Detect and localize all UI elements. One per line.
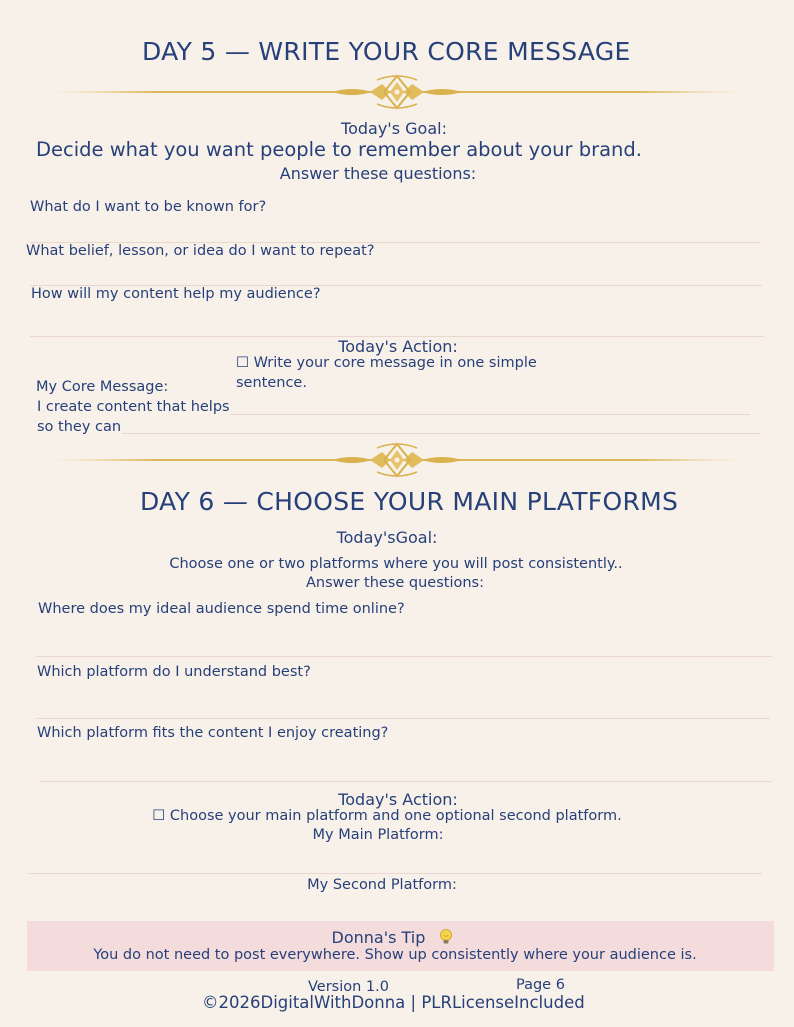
- day5-answer-prompt: Answer these questions:: [279, 164, 477, 183]
- footer-page-number: Page 6: [516, 977, 565, 993]
- day5-action-line2: sentence.: [236, 375, 307, 391]
- core-message-label: My Core Message:: [36, 379, 169, 395]
- tip-text: You do not need to post everywhere. Show up consistently where your audience is.: [93, 947, 697, 963]
- day6-answer-prompt: Answer these questions:: [306, 575, 484, 591]
- day6-question-3: Which platform fits the content I enjoy creating?: [37, 725, 389, 741]
- day6-goal-text: Choose one or two platforms where you will post consistently..: [169, 556, 623, 572]
- core-message-blank-2[interactable]: [122, 433, 760, 434]
- day5-question-1: What do I want to be known for?: [30, 199, 267, 215]
- day5-action-label: Today's Action:: [338, 337, 458, 356]
- footer-version: Version 1.0: [308, 979, 389, 995]
- main-platform-blank[interactable]: [28, 873, 762, 874]
- day5-goal-text: Decide what you want people to remember about your brand.: [36, 138, 642, 161]
- answer-line[interactable]: [36, 718, 770, 719]
- answer-line[interactable]: [40, 781, 772, 782]
- second-platform-label: My Second Platform:: [307, 877, 457, 893]
- day6-action-text: ☐ Choose your main platform and one optional second platform.: [152, 808, 622, 824]
- day6-question-2: Which platform do I understand best?: [37, 664, 311, 680]
- day6-goal-label: Today'sGoal:: [336, 528, 438, 547]
- tip-title: Donna's Tip: [331, 928, 426, 947]
- core-message-line1: I create content that helps: [37, 399, 230, 415]
- footer-copyright: ©2026DigitalWithDonna | PLRLicenseIncluded: [202, 993, 585, 1012]
- day6-action-label: Today's Action:: [338, 790, 458, 809]
- day5-action-line1: ☐ Write your core message in one simple: [236, 355, 537, 371]
- day5-title: DAY 5 — WRITE YOUR CORE MESSAGE: [142, 37, 631, 66]
- core-message-blank-1[interactable]: [230, 414, 750, 415]
- gold-ornament-divider: [52, 72, 742, 112]
- answer-line[interactable]: [36, 656, 772, 657]
- lightbulb-icon: [439, 928, 453, 946]
- day6-title: DAY 6 — CHOOSE YOUR MAIN PLATFORMS: [140, 487, 679, 516]
- main-platform-label: My Main Platform:: [312, 827, 444, 843]
- day5-question-3: How will my content help my audience?: [31, 286, 321, 302]
- day6-question-1: Where does my ideal audience spend time online?: [38, 601, 405, 617]
- tip-title-row: [0, 928, 784, 947]
- day5-question-2: What belief, lesson, or idea do I want to repeat?: [26, 243, 375, 259]
- core-message-line2: so they can: [37, 419, 122, 435]
- day5-goal-label: Today's Goal:: [341, 119, 447, 138]
- gold-ornament-divider: [52, 440, 742, 480]
